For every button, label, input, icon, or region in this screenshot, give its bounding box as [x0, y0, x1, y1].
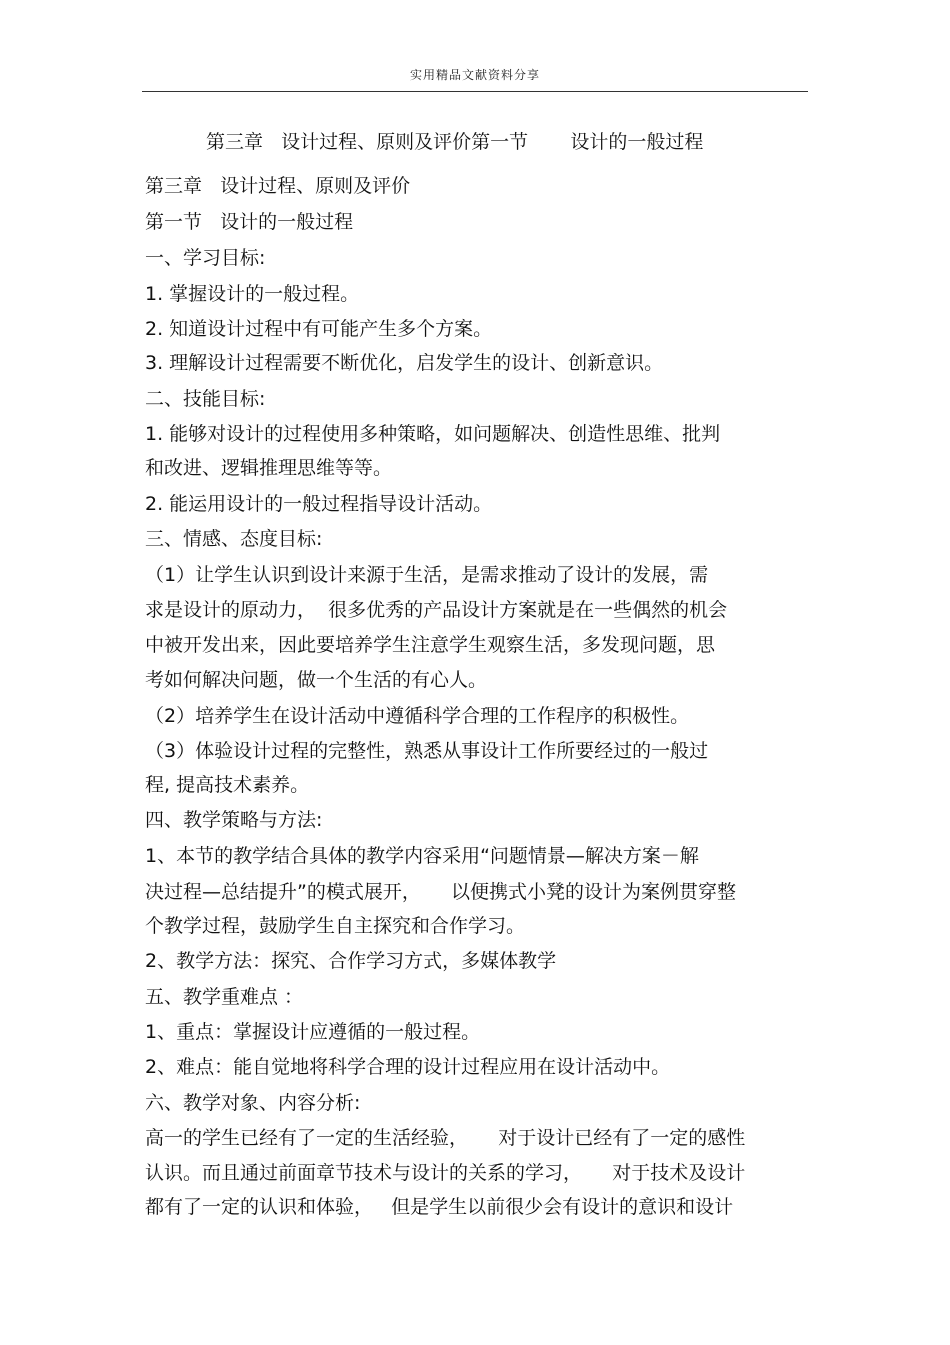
body-line: 1、本节的教学结合具体的教学内容采用“问题情景—解决方案－解 [145, 845, 699, 867]
document-title: 第三章 设计过程、原则及评价第一节 设计的一般过程 [206, 131, 704, 153]
body-line: 1. 能够对设计的过程使用多种策略，如问题解决、创造性思维、批判 [145, 423, 721, 445]
body-line: 三、情感、态度目标: [145, 528, 323, 550]
body-line: 求是设计的原动力， 很多优秀的产品设计方案就是在一些偶然的机会 [145, 599, 728, 621]
body-line: （1）让学生认识到设计来源于生活，是需求推动了设计的发展，需 [145, 564, 709, 586]
body-line: 高一的学生已经有了一定的生活经验， 对于设计已经有了一定的感性 [145, 1127, 746, 1149]
body-line: 个教学过程，鼓励学生自主探究和合作学习。 [145, 915, 526, 937]
body-line: 程, 提高技术素养。 [145, 774, 310, 796]
body-line: 2. 能运用设计的一般过程指导设计活动。 [145, 493, 493, 515]
body-line: 中被开发出来，因此要培养学生注意学生观察生活，多发现问题，思 [145, 634, 716, 656]
header-divider [142, 91, 808, 92]
body-line: 第一节 设计的一般过程 [145, 211, 354, 233]
body-line: 都有了一定的认识和体验， 但是学生以前很少会有设计的意识和设计 [145, 1196, 734, 1218]
body-line: 认识。而且通过前面章节技术与设计的关系的学习， 对于技术及设计 [145, 1162, 746, 1184]
body-line: 3. 理解设计过程需要不断优化，启发学生的设计、创新意识。 [145, 352, 664, 374]
body-line: 二、技能目标: [145, 388, 266, 410]
body-line: 六、教学对象、内容分析: [145, 1092, 361, 1114]
body-line: 2、难点：能自觉地将科学合理的设计过程应用在设计活动中。 [145, 1056, 671, 1078]
body-line: 1、重点：掌握设计应遵循的一般过程。 [145, 1021, 481, 1043]
body-line: 1. 掌握设计的一般过程。 [145, 283, 360, 305]
page-header: 实用精品文献资料分享 [409, 68, 540, 82]
body-line: 五、教学重难点 ： [145, 986, 304, 1008]
body-line: 和改进、逻辑推理思维等等。 [145, 457, 393, 479]
body-line: 决过程—总结提升”的模式展开， 以便携式小凳的设计为案例贯穿整 [145, 881, 737, 903]
body-line: （2）培养学生在设计活动中遵循科学合理的工作程序的积极性。 [145, 705, 690, 727]
body-line: 2、教学方法：探究、合作学习方式，多媒体教学 [145, 950, 557, 972]
body-line: 考如何解决问题，做一个生活的有心人。 [145, 669, 488, 691]
body-line: 一、学习目标: [145, 247, 266, 269]
body-line: 第三章 设计过程、原则及评价 [145, 175, 411, 197]
body-line: （3）体验设计过程的完整性，熟悉从事设计工作所要经过的一般过 [145, 740, 709, 762]
body-line: 2. 知道设计过程中有可能产生多个方案。 [145, 318, 493, 340]
body-line: 四、教学策略与方法: [145, 809, 323, 831]
